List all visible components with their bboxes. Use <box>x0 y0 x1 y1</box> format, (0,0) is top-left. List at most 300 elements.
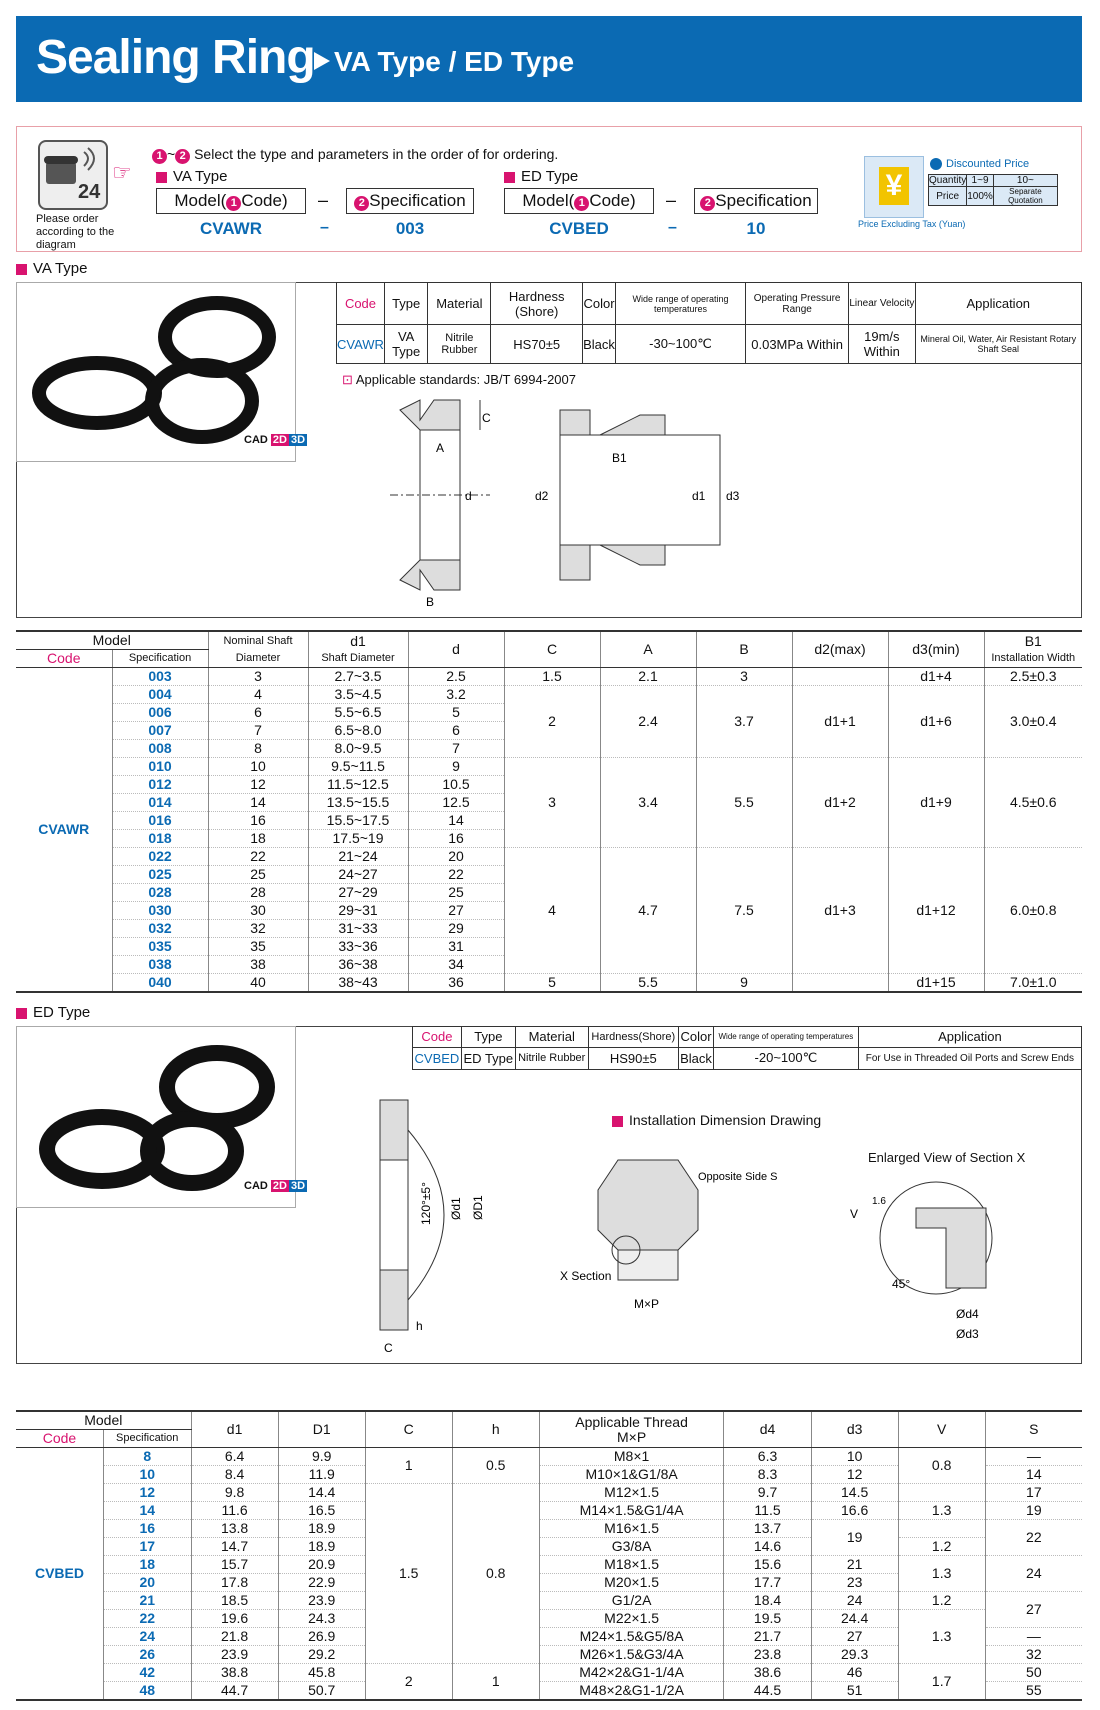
v-cell: 0.8 <box>898 1448 985 1484</box>
va-label-b: B <box>426 595 435 609</box>
step2-badge: 2 <box>175 149 190 164</box>
ed-h-label: h <box>416 1319 423 1333</box>
p1: 100% <box>967 187 994 206</box>
d1-cell: 36~38 <box>308 956 408 974</box>
d-cell: 36 <box>408 974 504 993</box>
table-row <box>16 686 1082 704</box>
va-code-cell: CVAWR <box>16 668 112 993</box>
nominal-cell: 32 <box>208 920 308 938</box>
c-cell: 2 <box>365 1664 452 1701</box>
va-standard: ⊡ Applicable standards: JB/T 6994-2007 <box>342 372 576 387</box>
table-row <box>16 1484 1082 1502</box>
s-cell: 19 <box>985 1502 1082 1520</box>
va-spec-header: Code <box>337 283 385 325</box>
b1-cell: 3.0±0.4 <box>984 686 1082 758</box>
b1-cell: 4.5±0.6 <box>984 758 1082 848</box>
phone-caption: Please order according to the diagram <box>36 213 115 251</box>
s-cell: — <box>985 1448 1082 1466</box>
ed-spec-cell: 16 <box>103 1520 191 1538</box>
d4-cell: 14.6 <box>724 1538 811 1556</box>
d4-label: Ød4 <box>956 1307 979 1321</box>
code-word: Code) <box>589 191 636 210</box>
table-row <box>16 1520 1082 1538</box>
va-label-d1: d1 <box>692 489 706 503</box>
phone-24-icon <box>38 140 108 210</box>
yen-caption: Price Excluding Tax (Yuan) <box>858 219 966 229</box>
ed-spec-header: Hardness(Shore) <box>588 1027 678 1048</box>
va-th-d1-sub: Shaft Diameter <box>321 651 395 664</box>
a-cell: 2.1 <box>600 668 696 686</box>
d1-cell: 9.8 <box>191 1484 278 1502</box>
d3-cell: d1+6 <box>888 686 984 758</box>
d3-cell: 29.3 <box>811 1646 898 1664</box>
yen-price-icon <box>864 156 924 218</box>
va-label-b1: B1 <box>612 451 627 465</box>
d-cell: 12.5 <box>408 794 504 812</box>
va-spec-header: Operating Pressure Range <box>746 283 849 325</box>
table-row <box>16 668 1082 686</box>
ed-th-D1: D1 <box>278 1411 365 1448</box>
D1-cell: 24.3 <box>278 1610 365 1628</box>
install-drawing-title <box>612 1112 821 1128</box>
d3-cell: 46 <box>811 1664 898 1682</box>
va-spec-table <box>336 282 1082 364</box>
ed-spec-header: Color <box>679 1027 714 1048</box>
va-cross-section-drawing <box>380 390 760 615</box>
h-cell: 0.5 <box>452 1448 539 1484</box>
nominal-cell: 3 <box>208 668 308 686</box>
d3-cell: 21 <box>811 1556 898 1574</box>
h-cell: 1 <box>452 1664 539 1701</box>
va-spec-header: Linear Velocity <box>849 283 915 325</box>
D1-cell: 18.9 <box>278 1538 365 1556</box>
va-spec-cell: VA Type <box>384 325 427 364</box>
d-cell: 7 <box>408 740 504 758</box>
d4-cell: 23.8 <box>724 1646 811 1664</box>
thread-cell: M10×1&G1/8A <box>539 1466 724 1484</box>
v-label: V <box>850 1207 859 1221</box>
b-cell: 3 <box>696 668 792 686</box>
s-cell: 55 <box>985 1682 1082 1701</box>
va-spec-cell: 0.03MPa Within <box>746 325 849 364</box>
va-dimension-table <box>16 630 1082 993</box>
nominal-cell: 16 <box>208 812 308 830</box>
thread-cell: M48×2&G1-1/2A <box>539 1682 724 1701</box>
d1-cell: 23.9 <box>191 1646 278 1664</box>
D1-cell: 45.8 <box>278 1664 365 1682</box>
nominal-cell: 8 <box>208 740 308 758</box>
d1-cell: 9.5~11.5 <box>308 758 408 776</box>
d-cell: 16 <box>408 830 504 848</box>
va-spec-cell: Mineral Oil, Water, Air Resistant Rotary Shaft Seal <box>915 325 1082 364</box>
d1-cell: 11.6 <box>191 1502 278 1520</box>
va-th-b1: B1 <box>1024 632 1042 649</box>
price-label: Price <box>929 187 967 206</box>
dash: – <box>320 219 329 236</box>
a-cell: 4.7 <box>600 848 696 974</box>
dash: – <box>318 190 329 210</box>
va-th-b: B <box>696 631 792 668</box>
va-spec-cell: 010 <box>112 758 208 776</box>
discount-title <box>930 158 1029 170</box>
ed-th-d1: d1 <box>191 1411 278 1448</box>
b1-cell: 7.0±1.0 <box>984 974 1082 993</box>
d3-cell: 14.5 <box>811 1484 898 1502</box>
dash: – <box>666 190 677 210</box>
D1-cell: 26.9 <box>278 1628 365 1646</box>
nominal-cell: 40 <box>208 974 308 993</box>
step1-badge: 1 <box>152 149 167 164</box>
d3-label: Ød3 <box>956 1327 979 1341</box>
v-cell <box>898 1520 985 1538</box>
va-spec-cell: 003 <box>112 668 208 686</box>
va-spec-cell: CVAWR <box>337 325 385 364</box>
ed-spec-cell: ED Type <box>461 1047 515 1069</box>
va-section-title <box>16 260 88 277</box>
ed-spec-cell: 14 <box>103 1502 191 1520</box>
ed-spec-cell: -20~100℃ <box>713 1047 858 1069</box>
d2-cell: d1+3 <box>792 848 888 974</box>
ed-th-c: C <box>365 1411 452 1448</box>
spec-word: Specification <box>369 191 466 210</box>
p2: Separate Quotation <box>993 187 1057 206</box>
c-cell: 4 <box>504 848 600 974</box>
mxp-label: M×P <box>634 1297 660 1311</box>
d-cell: 5 <box>408 704 504 722</box>
thread-cell: M14×1.5&G1/4A <box>539 1502 724 1520</box>
d3-cell: d1+15 <box>888 974 984 993</box>
va-spec-cell: 025 <box>112 866 208 884</box>
step1-badge: 1 <box>226 196 241 211</box>
b-cell: 3.7 <box>696 686 792 758</box>
d-cell: 22 <box>408 866 504 884</box>
nominal-cell: 38 <box>208 956 308 974</box>
D1-cell: 50.7 <box>278 1682 365 1701</box>
ed-spec-cell: 42 <box>103 1664 191 1682</box>
table-row <box>16 758 1082 776</box>
va-spec-example: 003 <box>395 219 425 238</box>
va-spec-cell: 19m/s Within <box>849 325 915 364</box>
d1-cell: 38.8 <box>191 1664 278 1682</box>
s-cell: 50 <box>985 1664 1082 1682</box>
d1-cell: 31~33 <box>308 920 408 938</box>
c-cell: 1 <box>365 1448 452 1484</box>
v-cell: 1.3 <box>898 1610 985 1664</box>
d3-cell: 19 <box>811 1520 898 1556</box>
b1-cell: 2.5±0.3 <box>984 668 1082 686</box>
ed-th-mxp: M×P <box>617 1428 647 1445</box>
cad-badge[interactable] <box>244 1180 307 1192</box>
va-spec-header: Wide range of operating temperatures <box>615 283 745 325</box>
step2-badge: 2 <box>700 196 715 211</box>
nominal-cell: 22 <box>208 848 308 866</box>
ed-th-s: S <box>985 1411 1082 1448</box>
va-spec-header: Application <box>915 283 1082 325</box>
va-th-model: Model <box>16 631 208 650</box>
d3-cell: 51 <box>811 1682 898 1701</box>
ed-spec-cell: 8 <box>103 1448 191 1466</box>
page-subtitle: VA Type / ED Type <box>334 46 575 77</box>
s-cell: 22 <box>985 1520 1082 1556</box>
d1-cell: 19.6 <box>191 1610 278 1628</box>
thread-cell: G3/8A <box>539 1538 724 1556</box>
thread-cell: M26×1.5&G3/4A <box>539 1646 724 1664</box>
arrow-right-icon <box>314 52 330 70</box>
D1-cell: 23.9 <box>278 1592 365 1610</box>
d1-cell: 5.5~6.5 <box>308 704 408 722</box>
d4-cell: 8.3 <box>724 1466 811 1484</box>
ed-spec-cell: CVBED <box>413 1047 462 1069</box>
ed-spec-cell: 48 <box>103 1682 191 1701</box>
q1: 1~9 <box>967 175 994 187</box>
a-cell: 5.5 <box>600 974 696 993</box>
d1-cell: 6.5~8.0 <box>308 722 408 740</box>
ed-spec-table <box>412 1026 1082 1070</box>
d-cell: 6 <box>408 722 504 740</box>
b1-cell: 6.0±0.8 <box>984 848 1082 974</box>
va-th-d1: d1 <box>350 632 366 649</box>
d1-cell: 24~27 <box>308 866 408 884</box>
d1-cell: 29~31 <box>308 902 408 920</box>
thread-cell: M18×1.5 <box>539 1556 724 1574</box>
cad-badge[interactable] <box>244 434 307 446</box>
r16-label: 1.6 <box>872 1196 886 1207</box>
d1-cell: 21.8 <box>191 1628 278 1646</box>
ed-th-d4: d4 <box>724 1411 811 1448</box>
d3-cell: d1+9 <box>888 758 984 848</box>
ed-th-thread: Applicable Thread <box>575 1413 688 1430</box>
code-word: Code) <box>241 191 288 210</box>
va-spec-cell: 016 <box>112 812 208 830</box>
D1-cell: 16.5 <box>278 1502 365 1520</box>
D1-cell: 9.9 <box>278 1448 365 1466</box>
ed-spec-cell: Nitrile Rubber <box>515 1047 588 1069</box>
d1-cell: 17.5~19 <box>308 830 408 848</box>
table-row <box>16 1592 1082 1610</box>
ed-spec-box <box>694 188 818 214</box>
ed-th-d3: d3 <box>811 1411 898 1448</box>
x-section-label: X Section <box>560 1269 612 1283</box>
d1-cell: 27~29 <box>308 884 408 902</box>
ed-spec-cell: For Use in Threaded Oil Ports and Screw Ends <box>858 1047 1081 1069</box>
va-label-c: C <box>482 411 491 425</box>
instruction-text: Select the type and parameters in the order of for ordering. <box>194 146 559 162</box>
D1-cell: 20.9 <box>278 1556 365 1574</box>
c-cell: 5 <box>504 974 600 993</box>
s-cell: 32 <box>985 1646 1082 1664</box>
d1-cell: 2.7~3.5 <box>308 668 408 686</box>
enlarged-view-title: Enlarged View of Section X <box>868 1150 1026 1165</box>
thread-cell: M20×1.5 <box>539 1574 724 1592</box>
model-label: Model( <box>174 191 227 210</box>
s-cell: — <box>985 1628 1082 1646</box>
ed-spec-header: Type <box>461 1027 515 1048</box>
nominal-cell: 28 <box>208 884 308 902</box>
cad-text: CAD <box>244 434 268 446</box>
va-label-d2: d2 <box>535 489 549 503</box>
d2-cell <box>792 668 888 686</box>
d1-cell: 17.8 <box>191 1574 278 1592</box>
va-spec-cell: 028 <box>112 884 208 902</box>
va-label-text: VA Type <box>173 168 228 185</box>
ed-c-label: C <box>384 1341 393 1355</box>
yen-symbol: ¥ <box>879 167 909 205</box>
D1-cell: 22.9 <box>278 1574 365 1592</box>
va-type-label <box>156 168 228 185</box>
svg-text:24: 24 <box>78 181 101 203</box>
ed-code-example: CVBED <box>549 219 609 238</box>
d3-cell: 16.6 <box>811 1502 898 1520</box>
d4-cell: 19.5 <box>724 1610 811 1628</box>
va-spec-header: Type <box>384 283 427 325</box>
thread-cell: M22×1.5 <box>539 1610 724 1628</box>
va-th-b1-sub: Installation Width <box>991 651 1076 664</box>
va-th-a: A <box>600 631 696 668</box>
va-label-d3: d3 <box>726 489 740 503</box>
d-cell: 29 <box>408 920 504 938</box>
opposite-side-label: Opposite Side S <box>698 1171 778 1183</box>
va-th-spec: Specification <box>112 650 208 668</box>
thread-cell: M24×1.5&G5/8A <box>539 1628 724 1646</box>
c-cell: 1.5 <box>365 1484 452 1664</box>
nominal-cell: 12 <box>208 776 308 794</box>
discount-title-text: Discounted Price <box>946 158 1030 170</box>
nominal-cell: 4 <box>208 686 308 704</box>
d1-cell: 14.7 <box>191 1538 278 1556</box>
va-label-d: d <box>465 489 472 503</box>
enlarged-view-drawing <box>836 1168 1036 1348</box>
nominal-cell: 18 <box>208 830 308 848</box>
d4-cell: 6.3 <box>724 1448 811 1466</box>
va-label-a: A <box>436 441 445 455</box>
d4-cell: 21.7 <box>724 1628 811 1646</box>
v-cell <box>898 1484 985 1502</box>
d2-cell <box>792 974 888 993</box>
d1-cell: 38~43 <box>308 974 408 993</box>
quantity-label: Quantity <box>929 175 967 186</box>
d4-cell: 18.4 <box>724 1592 811 1610</box>
d3-cell: d1+4 <box>888 668 984 686</box>
ed-spec-header: Code <box>413 1027 462 1048</box>
D1-cell: 14.4 <box>278 1484 365 1502</box>
c-cell: 2 <box>504 686 600 758</box>
cad-3d: 3D <box>290 1180 306 1192</box>
ed-model-code-box <box>504 188 654 214</box>
b-cell: 9 <box>696 974 792 993</box>
d4-cell: 9.7 <box>724 1484 811 1502</box>
va-spec-cell: 038 <box>112 956 208 974</box>
d3-cell: 24 <box>811 1592 898 1610</box>
ed-type-label <box>504 168 578 185</box>
ed-oD1-label: ØD1 <box>471 1195 485 1220</box>
d1-cell: 13.5~15.5 <box>308 794 408 812</box>
ed-spec-cell: 18 <box>103 1556 191 1574</box>
thread-cell: M8×1 <box>539 1448 724 1466</box>
page-title: Sealing Ring <box>36 31 315 84</box>
d3-cell: 27 <box>811 1628 898 1646</box>
ed-label-text: ED Type <box>521 168 579 185</box>
d4-cell: 44.5 <box>724 1682 811 1701</box>
va-spec-cell: 012 <box>112 776 208 794</box>
d-cell: 31 <box>408 938 504 956</box>
d1-cell: 6.4 <box>191 1448 278 1466</box>
b-cell: 7.5 <box>696 848 792 974</box>
ed-spec-cell: 10 <box>103 1466 191 1484</box>
ed-th-v: V <box>898 1411 985 1448</box>
va-spec-cell: 022 <box>112 848 208 866</box>
d3-cell: 12 <box>811 1466 898 1484</box>
thread-cell: M16×1.5 <box>539 1520 724 1538</box>
va-spec-cell: 004 <box>112 686 208 704</box>
ed-dimension-table <box>16 1410 1082 1701</box>
d-cell: 9 <box>408 758 504 776</box>
cad-2d: 2D <box>272 434 287 446</box>
cad-2d: 2D <box>272 1180 287 1192</box>
table-row <box>16 1538 1082 1556</box>
d1-cell: 44.7 <box>191 1682 278 1701</box>
d-cell: 14 <box>408 812 504 830</box>
va-code-example: CVAWR <box>199 219 262 238</box>
d-cell: 27 <box>408 902 504 920</box>
va-model-code-box <box>156 188 306 214</box>
d-cell: 2.5 <box>408 668 504 686</box>
ed-spec-cell: 24 <box>103 1628 191 1646</box>
s-cell: 17 <box>985 1484 1082 1502</box>
ed-angle-label: 120°±5° <box>419 1182 433 1225</box>
va-spec-cell: Black <box>583 325 616 364</box>
s-cell: 24 <box>985 1556 1082 1592</box>
ed-spec-cell: 26 <box>103 1646 191 1664</box>
spec-word: Specification <box>715 191 812 210</box>
v-cell: 1.3 <box>898 1502 985 1520</box>
nominal-cell: 25 <box>208 866 308 884</box>
va-th-d3: d3(min) <box>888 631 984 668</box>
d2-cell: d1+2 <box>792 758 888 848</box>
a-cell: 2.4 <box>600 686 696 758</box>
va-spec-cell: HS70±5 <box>491 325 583 364</box>
ed-od1-label: Ød1 <box>449 1197 463 1220</box>
nominal-cell: 35 <box>208 938 308 956</box>
d2-cell: d1+1 <box>792 686 888 758</box>
ed-spec-cell: HS90±5 <box>588 1047 678 1069</box>
va-spec-header: Color <box>583 283 616 325</box>
d1-cell: 3.5~4.5 <box>308 686 408 704</box>
c-cell: 3 <box>504 758 600 848</box>
d1-cell: 15.7 <box>191 1556 278 1574</box>
D1-cell: 11.9 <box>278 1466 365 1484</box>
thread-cell: M42×2&G1-1/4A <box>539 1664 724 1682</box>
va-spec-cell: 007 <box>112 722 208 740</box>
va-th-d: d <box>408 631 504 668</box>
ed-section-title <box>16 1004 90 1021</box>
va-th-d2: d2(max) <box>792 631 888 668</box>
nominal-cell: 6 <box>208 704 308 722</box>
ed-th-h: h <box>452 1411 539 1448</box>
cad-3d: 3D <box>290 434 306 446</box>
table-row <box>16 974 1082 993</box>
nominal-cell: 14 <box>208 794 308 812</box>
d1-cell: 8.4 <box>191 1466 278 1484</box>
d1-cell: 21~24 <box>308 848 408 866</box>
D1-cell: 18.9 <box>278 1520 365 1538</box>
table-row <box>16 1448 1082 1466</box>
nominal-cell: 10 <box>208 758 308 776</box>
ed-section-title-text: ED Type <box>33 1004 91 1021</box>
v-cell: 1.3 <box>898 1556 985 1592</box>
d-cell: 20 <box>408 848 504 866</box>
d3-cell: 24.4 <box>811 1610 898 1628</box>
d3-cell: d1+12 <box>888 848 984 974</box>
